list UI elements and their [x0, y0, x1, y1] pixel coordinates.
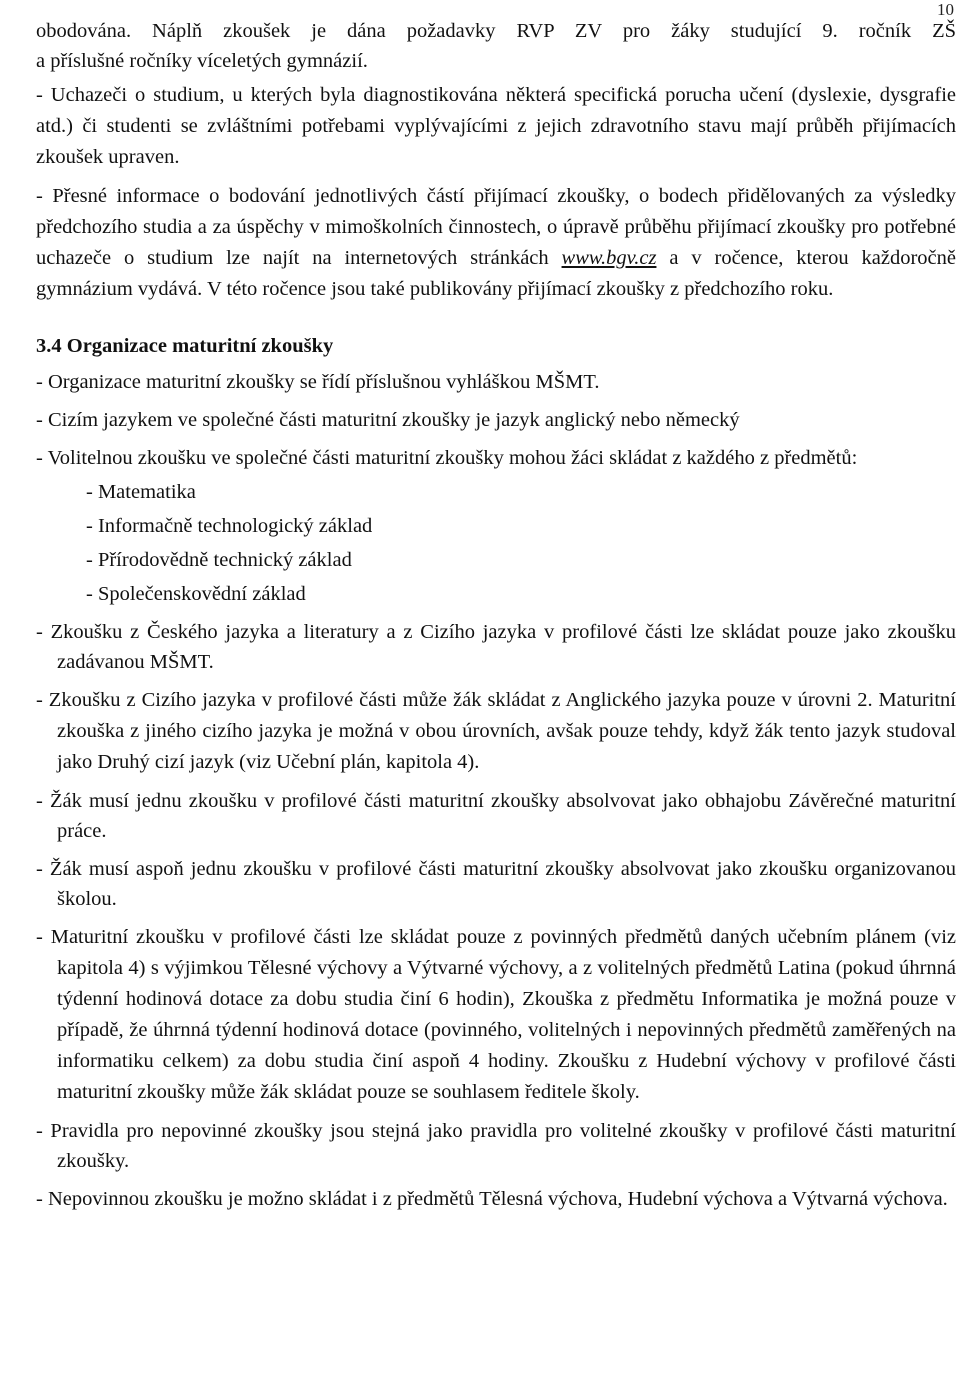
czech-exam-item: - Zkoušku z Českého jazyka a literatury a z Cizího jazyka v profilové části lze skládat pouze jako zkoušku zadávanou MŠMT. [36, 621, 956, 673]
intro-paragraph [36, 16, 956, 76]
subject-item-it: - Informačně technologický základ [86, 515, 373, 537]
subject-item-science: - Přírodovědně technický základ [86, 549, 352, 571]
intro-line-2: a příslušné ročníky víceletých gymnázií. [36, 50, 368, 72]
foreign-language-item: - Cizím jazykem ve společné části maturitní zkoušky je jazyk anglický nebo německý [36, 409, 740, 431]
non-mandatory-item: - Nepovinnou zkoušku je možno skládat i z předmětů Tělesná výchova, Hudební výchova a Výtvarná výchova. [36, 1188, 948, 1210]
profile-subjects-item: - Maturitní zkoušku v profilové části lze skládat pouze z povinných předmětů daných učebním plánem (viz kapitola 4) s výjimkou Tělesné výchovy a Výtvarné výchovy, a z volitelných předmětů Latina (pokud úhrnná týdenní hodinová dotace za dobu studia činí 6 hodin), Zkouška z předmětu Informatika je možná pouze v případě, že úhrnná týdenní hodinová dotace (povinného, volitelných i nepovinných předmětů zaměřených na informatiku celkem) za dobu studia činí aspoň 4 hodiny. Zkoušku z Hudební výchovy v profilové části maturitní zkoušky může žák skládat pouze se souhlasem ředitele školy. [36, 926, 956, 1103]
subject-list [36, 475, 956, 611]
admission-info-text-end: a v ročence, kterou každoročně gymnázium vydává. V této ročence jsou také publikovány přijímací zkoušky z předchozího roku. [36, 247, 956, 300]
optional-exam-item: - Volitelnou zkoušku ve společné části maturitní zkoušky mohou žáci skládat z každého z předmětů: [36, 447, 858, 469]
website-link[interactable]: www.bgv.cz [561, 247, 657, 269]
page-number: 10 [937, 0, 954, 19]
intro-line-1: obodována. Náplň zkoušek je dána požadavky RVP ZV pro žáky studující 9. ročník ZŠ [36, 20, 956, 42]
section-heading: 3.4 Organizace maturitní zkoušky [36, 335, 334, 357]
admission-info-text: - Přesné informace o bodování jednotlivých částí přijímací zkoušky, o bodech přidělovaných za výsledky předchozího studia a za úspěchy v mimoškolních činnostech, o úpravě průběhu přijímací zkoušky pro potřebné uchazeče o studium lze najít na internetových stránkách [36, 185, 956, 269]
admission-info-paragraph [36, 181, 956, 305]
rules-item: - Pravidla pro nepovinné zkoušky jsou stejná jako pravidla pro volitelné zkoušky v profilové části maturitní zkoušky. [36, 1120, 956, 1172]
foreign-profile-item: - Zkoušku z Cizího jazyka v profilové části může žák skládat z Anglického jazyka pouze v úrovni 2. Maturitní zkouška z jiného cizího jazyka je možná v obou úrovních, avšak pouze tehdy, když žák tento jazyk studoval jako Druhý cizí jazyk (viz Učební plán, kapitola 4). [36, 689, 956, 773]
school-exam-item: - Žák musí aspoň jednu zkoušku v profilové části maturitní zkoušky absolvovat jako zkoušku organizovanou školou. [36, 858, 956, 910]
page-content [36, 16, 956, 1214]
subject-item-social: - Společenskovědní základ [86, 583, 306, 605]
special-needs-paragraph: - Uchazeči o studium, u kterých byla diagnostikována některá specifická porucha učení (dyslexie, dysgrafie atd.) či studenti se zvláštními potřebami vyplývajícími z jejich zdravotního stavu mají průběh přijímacích zkoušek upraven. [36, 84, 956, 168]
final-work-item: - Žák musí jednu zkoušku v profilové části maturitní zkoušky absolvovat jako obhajobu Závěrečné maturitní práce. [36, 790, 956, 842]
subject-item-mathematics: - Matematika [86, 481, 196, 503]
organization-item: - Organizace maturitní zkoušky se řídí příslušnou vyhláškou MŠMT. [36, 371, 600, 393]
